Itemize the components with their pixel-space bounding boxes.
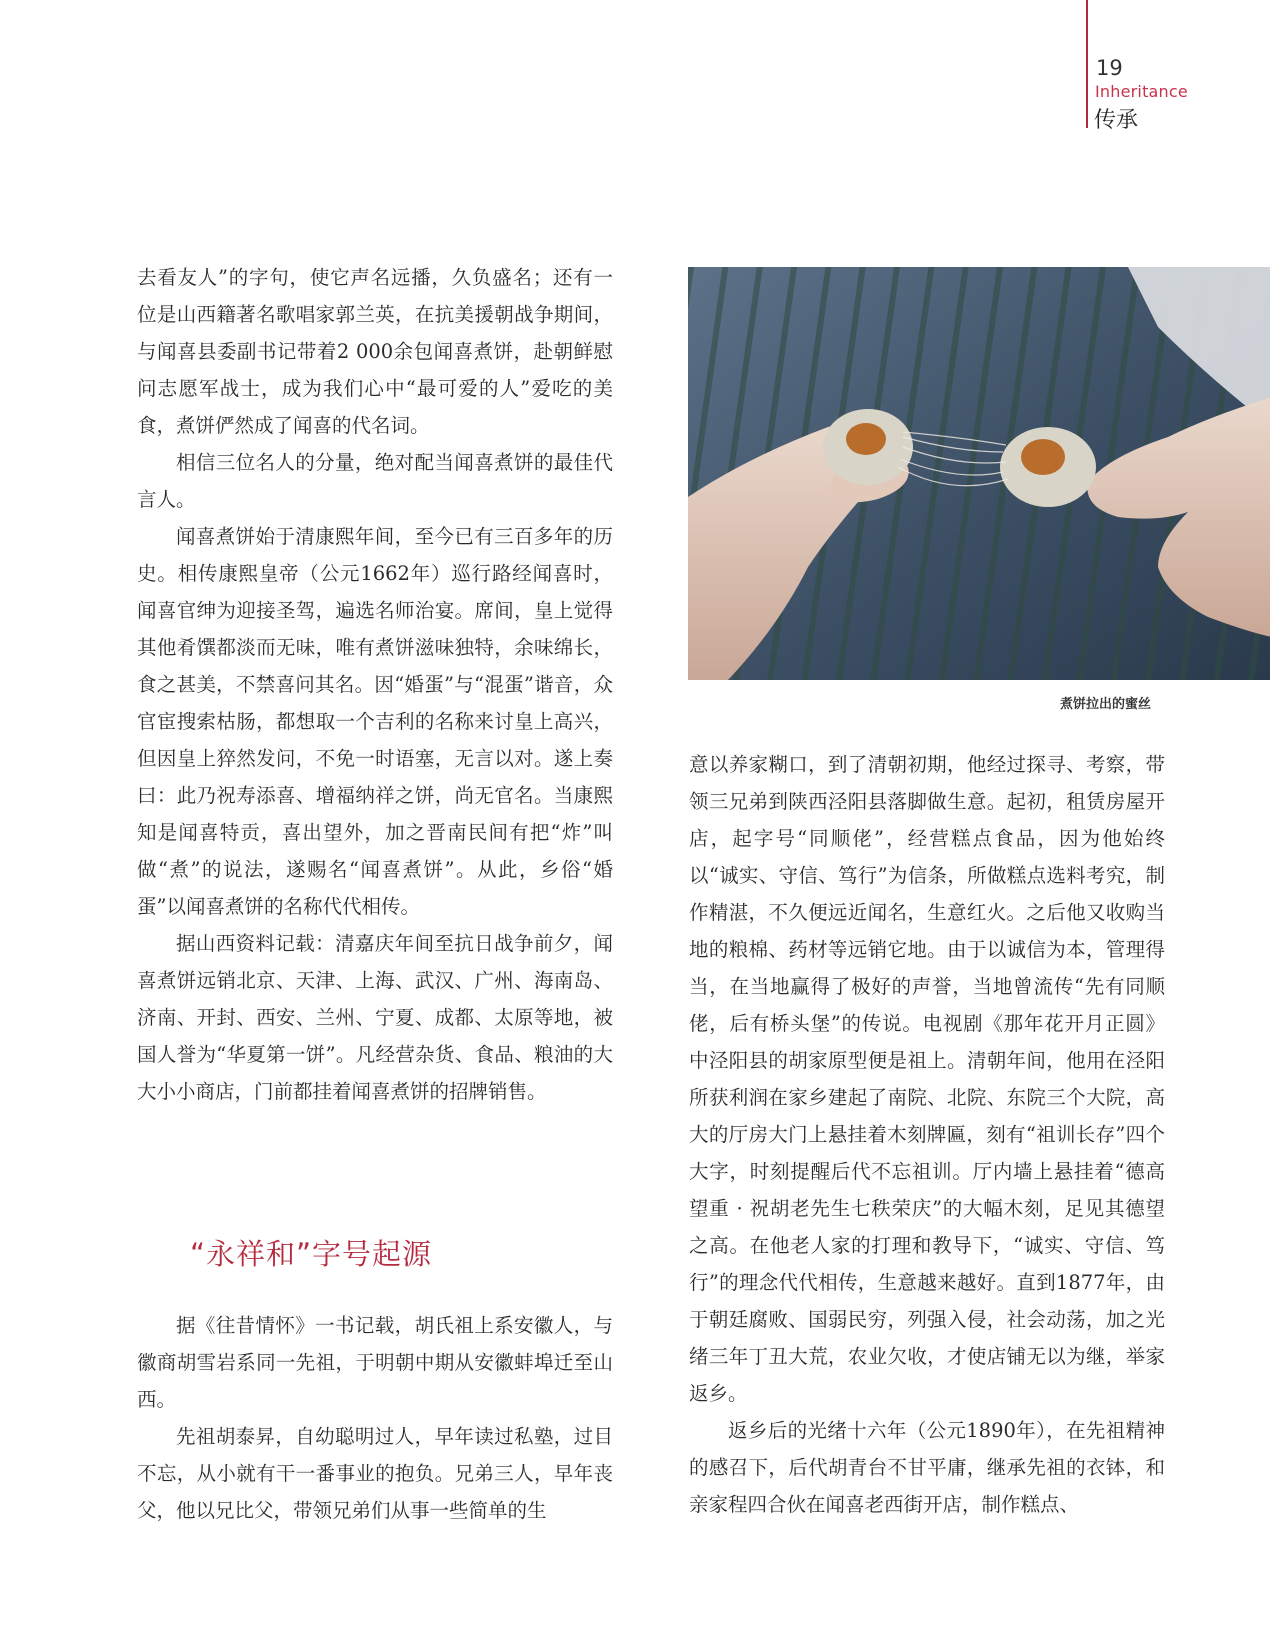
paragraph: 意以养家糊口，到了清朝初期，他经过探寻、考察，带领三兄弟到陕西泾阳县落脚做生意。起初，租赁房屋开店，起字号“同顺佬”，经营糕点食品，因为他始终以“诚实、守信、笃行”为信条，所做糕点选料考究，制作精湛，不久便远近闻名，生意红火。之后他又收购当地的粮棉、药材等远销它地。由于以诚信为本，管理得当，在当地赢得了极好的声誉，当地曾流传“先有同顺佬，后有桥头堡”的传说。电视剧《那年花开月正圆》中泾阳县的胡家原型便是祖上。清朝年间，他用在泾阳所获利润在家乡建起了南院、北院、东院三个大院，高大的厅房大门上悬挂着木刻牌匾，刻有“祖训长存”四个大字，时刻提醒后代不忘祖训。厅内墙上悬挂着“德高望重 · 祝胡老先生七秩荣庆”的大幅木刻，足见其德望之高。在他老人家的打理和教导下，“诚实、守信、笃行”的理念代代相传，生意越来越好。直到1877年，由于朝廷腐败、国弱民穷，列强入侵，社会动荡，加之光绪三年丁丑大荒，农业欠收，才使店铺无以为继，举家返乡。	[689, 753, 1165, 1405]
paragraph: 据《往昔情怀》一书记载，胡氏祖上系安徽人，与徽商胡雪岩系同一先祖，于明朝中期从安徽蚌埠迁至山西。	[137, 1314, 613, 1411]
section-title-en: Inheritance	[1095, 82, 1188, 101]
left-column-text-2	[137, 1307, 613, 1529]
left-column-text	[137, 259, 613, 1110]
paragraph: 闻喜煮饼始于清康熙年间，至今已有三百多年的历史。相传康熙皇帝（公元1662年）巡行路经闻喜时，闻喜官绅为迎接圣驾，遍选名师治宴。席间，皇上觉得其他肴馔都淡而无味，唯有煮饼滋味独特，余味绵长，食之甚美，不禁喜问其名。因“婚蛋”与“混蛋”谐音，众官宦搜索枯肠，都想取一个吉利的名称来讨皇上高兴，但因皇上猝然发问，不免一时语塞，无言以对。遂上奏曰：此乃祝寿添喜、增福纳祥之饼，尚无官名。当康熙知是闻喜特贡，喜出望外，加之晋南民间有把“炸”叫做“煮”的说法，遂赐名“闻喜煮饼”。从此，乡俗“婚蛋”以闻喜煮饼的名称代代相传。	[137, 525, 613, 918]
page-number: 19	[1096, 56, 1123, 80]
photo-pulling-honey-threads	[688, 267, 1270, 680]
paragraph: 相信三位名人的分量，绝对配当闻喜煮饼的最佳代言人。	[137, 451, 613, 511]
paragraph: 据山西资料记载：清嘉庆年间至抗日战争前夕，闻喜煮饼远销北京、天津、上海、武汉、广州、海南岛、济南、开封、西安、兰州、宁夏、成都、太原等地，被国人誉为“华夏第一饼”。凡经营杂货、食品、粮油的大大小小商店，门前都挂着闻喜煮饼的招牌销售。	[137, 932, 613, 1103]
paragraph: 返乡后的光绪十六年（公元1890年），在先祖精神的感召下，后代胡青台不甘平庸，继承先祖的衣钵，和亲家程四合伙在闻喜老西街开店，制作糕点、	[689, 1419, 1165, 1516]
paragraph: 去看友人”的字句，使它声名远播，久负盛名；还有一位是山西籍著名歌唱家郭兰英，在抗美援朝战争期间，与闻喜县委副书记带着2 000余包闻喜煮饼，赴朝鲜慰问志愿军战士，成为我们心中“最可爱的人”爱吃的美食，煮饼俨然成了闻喜的代名词。	[137, 266, 613, 437]
photo-caption: 煮饼拉出的蜜丝	[1060, 697, 1152, 712]
section-title-cn: 传承	[1094, 108, 1139, 133]
right-column-text	[689, 746, 1165, 1523]
header-divider	[1086, 0, 1088, 128]
section-heading: “永祥和”字号起源	[190, 1237, 433, 1271]
paragraph: 先祖胡泰昇，自幼聪明过人，早年读过私塾，过目不忘，从小就有干一番事业的抱负。兄弟三人，早年丧父，他以兄比父，带领兄弟们从事一些简单的生	[137, 1425, 613, 1522]
